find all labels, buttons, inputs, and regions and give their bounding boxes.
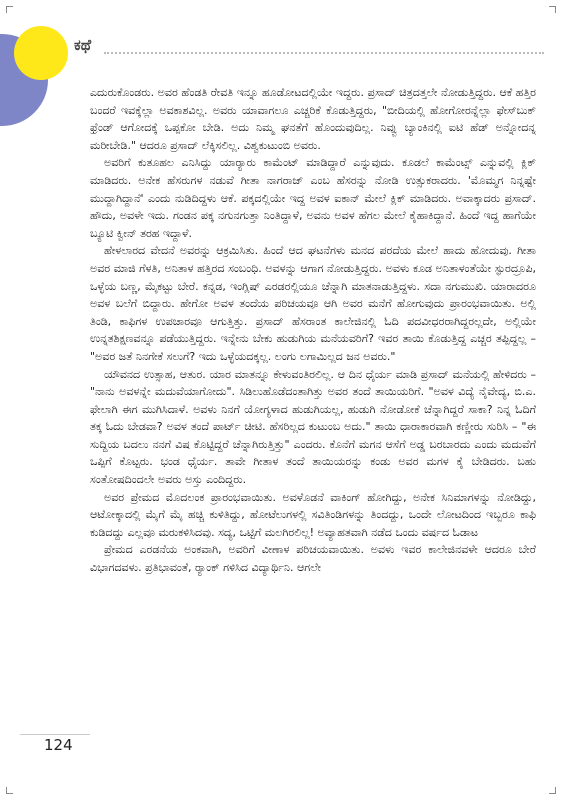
- paragraph: ಅವರ ಪ್ರೇಮದ ಮೊದಲಂಕ ಪ್ರಾರಂಭವಾಯಿತು. ಅವಳೊಡನೆ ವಾಕಿಂಗ್ ಹೋಗಿದ್ದು, ಅನೇಕ ಸಿನಿಮಾಗಳನ್ನು ನೋಡಿದ್ದು, ಆಟೋಕ್ಕಾದಲ್ಲಿ ಮೈಗೆ ಮೈ ಹಚ್ಚಿ ಕುಳಿತಿದ್ದು, ಹೋಟೆಲುಗಳಲ್ಲಿ ಸವಿತಿಂಡಿಗಳನ್ನು ತಿಂದದ್ದು, ಒಂದೇ ಲೋಟದಿಂದ ಇಬ್ಬರೂ ಕಾಫಿ ಕುಡಿದದ್ದು ಎಲ್ಲವೂ ಮರುಕಳಿಸಿದವು. ಸದ್ಯ, ಒಟ್ಟಿಗೆ ಮಲಗಿರಲಿಲ್ಲ! ಅವ್ಯಾಹತವಾಗಿ ನಡೆದ ಒಂದು ವರ್ಷದ ಓಡಾಟ: [90, 490, 536, 539]
- decorative-yellow-circle: [14, 26, 68, 80]
- paragraph: ಹೇಳಲಾರದ ವೇದನೆ ಅವರನ್ನು ಆಕ್ರಮಿಸಿತು. ಹಿಂದೆ ಆದ ಘಟನೆಗಳು ಮನದ ಪರದೆಯ ಮೇಲೆ ಹಾದು ಹೋದುವು. ಗೀತಾ ಅವರ ಮಾಜಿ ಗೆಳತಿ, ಅನಿತಾಳ ಹತ್ತಿರದ ಸಂಬಂಧಿ. ಅವಳನ್ನು ಆಗಾಗ ನೋಡುತ್ತಿದ್ದರು. ಅವಳು ಕೂಡ ಅನಿತಾಳಂತೆಯೇ ಸ್ಫುರದ್ರೂಪಿ, ಒಳ್ಳೆಯ ಬಣ್ಣ, ಮೈಕಟ್ಟು ಬೇರೆ. ಕನ್ನಡ, ಇಂಗ್ಲಿಷ್ ಎರಡರಲ್ಲಿಯೂ ಚೆನ್ನಾಗಿ ಮಾತನಾಡುತ್ತಿದ್ದಳು. ಸದಾ ನಗುಮುಖಿ. ಯಾರಾದರೂ ಅವಳ ಬಲೆಗೆ ಬಿದ್ದಾರು. ಹೇಗೋ ಅವಳ ತಂದೆಯ ಪರಿಚಯವೂ ಆಗಿ ಅವರ ಮನೆಗೆ ಹೋಗುವುದು ಪ್ರಾರಂಭವಾಯಿತು. ಅಲ್ಲಿ ತಿಂಡಿ, ಕಾಫಿಗಳ ಉಪಚಾರವೂ ಆಗುತ್ತಿತ್ತು. ಪ್ರಸಾದ್ ಹೆಸರಾಂತ ಕಾಲೇಜಿನಲ್ಲಿ ಓದಿ ಪದವೀಧರರಾಗಿದ್ದರಲ್ಲದೇ, ಅಲ್ಲಿಯೇ ಉನ್ನತಶಿಕ್ಷಣವನ್ನೂ ಪಡೆಯುತ್ತಿದ್ದರು. ಇನ್ನೇನು ಬೇಕು ಹುಡುಗಿಯ ಮನೆಯವರಿಗೆ? ಇವರ ತಾಯಿ ಕೊಡುತ್ತಿದ್ದ ಎಚ್ಚರ ತಪ್ಪಿದ್ದಲ್ಲ – "ಅವರ ಜತೆ ನಿನಗೇಕೆ ಸಲುಗೆ? ಇದು ಒಳ್ಳೆಯದಕ್ಕಲ್ಲ. ಲಂಗು ಲಗಾಮಿಲ್ಲದ ಜನ ಅವರು.": [90, 244, 536, 363]
- crop-mark: [6, 6, 13, 13]
- paragraph: ಪ್ರೇಮದ ಎರಡನೆಯ ಅಂಕವಾಗಿ, ಅವರಿಗೆ ವೀಣಾಳ ಪರಿಚಯವಾಯಿತು. ಅವಳು ಇವರ ಕಾಲೇಜಿನವಳೇ ಆದರೂ ಬೇರೆ ವಿಭಾಗದವಳು. ಪ್ರತಿಭಾವಂತೆ, ರ್‍ಯಾಂಕ್ ಗಳಿಸಿದ ವಿದ್ಯಾರ್ಥಿನಿ. ಆಗಲೇ: [90, 543, 536, 575]
- paragraph: ಎದುರುಕೊಂಡರು. ಅವರ ಹೆಂಡತಿ ರೇವತಿ ಇನ್ನೂ ಹೂಡೋಟದಲ್ಲಿಯೇ ಇದ್ದರು. ಪ್ರಸಾದ್ ಚಿತ್ರದತ್ತಲೇ ನೋಡುತ್ತಿದ್ದರು. ಆಕೆ ಹತ್ತಿರ ಬಂದರೆ ಇವಕ್ಕೆಲ್ಲಾ ಅವಕಾಶವಿಲ್ಲ. ಅವರು ಯಾವಾಗಲೂ ಎಚ್ಚರಿಕೆ ಕೊಡುತ್ತಿದ್ದರು, "ಬೀದಿಯಲ್ಲಿ ಹೋಗೋರನ್ನೆಲ್ಲಾ ಫೇಸ್‌ಬುಕ್ ಫ್ರೆಂಡ್ ಆಗೋದಕ್ಕೆ ಒಪ್ಪಕೋ ಬೇಡಿ. ಅದು ನಿಮ್ಮ ಘನತೆಗೆ ಹೊಂದುವುದಿಲ್ಲ. ನಿವ್ವು ಬ್ಯಾಂಕಿನಲ್ಲಿ ಐಟಿ ಹೆಡ್ ಅನ್ನೋದನ್ನ ಮರೀಬೇಡಿ." ಆದರೂ ಪ್ರಸಾದ್ ಲೆಕ್ಕಿಸಲಿಲ್ಲ. ವಿಶ್ವಕುಟುಂಬಿ ಅವರು.: [90, 86, 536, 152]
- crop-mark: [549, 787, 556, 794]
- crop-mark: [549, 6, 556, 13]
- paragraph: ಅವರಿಗೆ ಕುತೂಹಲ ಎನಿಸಿದ್ದು ಯಾರ್‍ಯಾರು ಕಾಮೆಂಟ್ ಮಾಡಿದ್ದಾರೆ ಎನ್ನುವುದು. ಕೂಡಲೆ ಕಾಮೆಂಟ್ಸ್ ಎನ್ನುವಲ್ಲಿ ಕ್ಲಿಕ್ ಮಾಡಿದರು. ಅನೇಕ ಹೆಸರುಗಳ ನಡುವೆ ಗೀತಾ ನಾಗರಾಜ್ ಎಂಬ ಹೆಸರನ್ನು ನೋಡಿ ಉತ್ಸುಕರಾದರು. 'ಮೊಮ್ಮಗ ನಿನ್ನಷ್ಟೇ ಮುದ್ದಾಗಿದ್ದಾನೆ' ಎಂದು ನುಡಿದಿದ್ದಳು ಆಕೆ. ಪಕ್ಕದಲ್ಲಿಯೇ ಇದ್ದ ಅವಳ ಐಕಾನ್ ಮೇಲೆ ಕ್ಲಿಕ್ ಮಾಡಿದರು. ಅವಾಕ್ಕಾದರು ಪ್ರಸಾದ್. ಹೌದು, ಅವಳೇ ಇದು. ಗಂಡನ ಪಕ್ಕ ನಗುನಗುತ್ತಾ ನಿಂತಿದ್ದಾಳೆ, ಅವನು ಅವಳ ಹೆಗಲ ಮೇಲೆ ಕೈಹಾಕಿದ್ದಾನೆ. ಹಿಂದೆ ಇದ್ದ ಹಾಗೆಯೇ ಬ್ಯೂಟಿ ಕ್ವೀನ್ ತರಹ ಇದ್ದಾಳೆ.: [90, 156, 536, 240]
- page-number: 124: [44, 736, 73, 754]
- story-body: [90, 84, 536, 724]
- crop-mark: [6, 787, 13, 794]
- section-title: ಕಥೆ: [74, 36, 92, 54]
- header-dotted-rule: [104, 52, 544, 54]
- paragraph: ಯೌವನದ ಉತ್ಸಾಹ, ಆತುರ. ಯಾರ ಮಾತನ್ನೂ ಕೇಳುವಂತಿರಲಿಲ್ಲ. ಆ ದಿನ ಧೈರ್ಯ ಮಾಡಿ ಪ್ರಸಾದ್ ಮನೆಯಲ್ಲಿ ಹೇಳಿದರು – "ನಾನು ಅವಳನ್ನೇ ಮದುವೆಯಾಗೋದು". ಸಿಡಿಲುಹೊಡೆದಂತಾಗಿತ್ತು ಅವರ ತಂದೆ ತಾಯಿಯರಿಗೆ. "ಅವಳ ವಿದ್ಯೆ ನೈವೇದ್ಯ, ಬಿ.ಎ. ಫೇಲಾಗಿ ಈಗ ಮುಗಿಸಿದಾಳೆ. ಅವಳು ನಿನಗೆ ಯೋಗ್ಯಳಾದ ಹುಡುಗಿಯಲ್ಲ, ಹುಡುಗಿ ನೋಡೋಕೆ ಚೆನ್ನಾಗಿದ್ದರೆ ಸಾಕಾ? ನಿನ್ನ ಓದಿಗೆ ತಕ್ಕ ಓದು ಬೇಡವಾ? ಅವಳ ತಂದೆ ಪಾರ್ಟ್ ಚೀಟಿ. ಹೆಸರಿಲ್ಲದ ಕುಟುಂಬ ಅದು." ತಾಯಿ ಧಾರಾಕಾರವಾಗಿ ಕಣ್ಣೀರು ಸುರಿಸಿ – "ಈ ಸುದ್ದಿಯ ಬದಲು ನನಗೆ ವಿಷ ಕೊಟ್ಟಿದ್ದರೆ ಚೆನ್ನಾಗಿರುತ್ತಿತ್ತು" ಎಂದರು. ಕೊನೆಗೆ ಮಗನ ಆಸೆಗೆ ಅಡ್ಡ ಬರಬಾರದು ಎಂದು ಮದುವೆಗೆ ಒಪ್ಪಿಗೆ ಕೊಟ್ಟರು. ಭಂಡ ಧೈರ್ಯ. ತಾವೇ ಗೀತಾಳ ತಂದೆ ತಾಯಿಯರನ್ನು ಕಂಡು ಅವರ ಮಗಳ ಕೈ ಬೇಡಿದರು. ಬಹು ಸಂತೋಷದಿಂದಲೇ ಅವರು ಅಸ್ತು ಎಂದಿದ್ದರು.: [90, 367, 536, 487]
- footer-rule: [20, 734, 90, 735]
